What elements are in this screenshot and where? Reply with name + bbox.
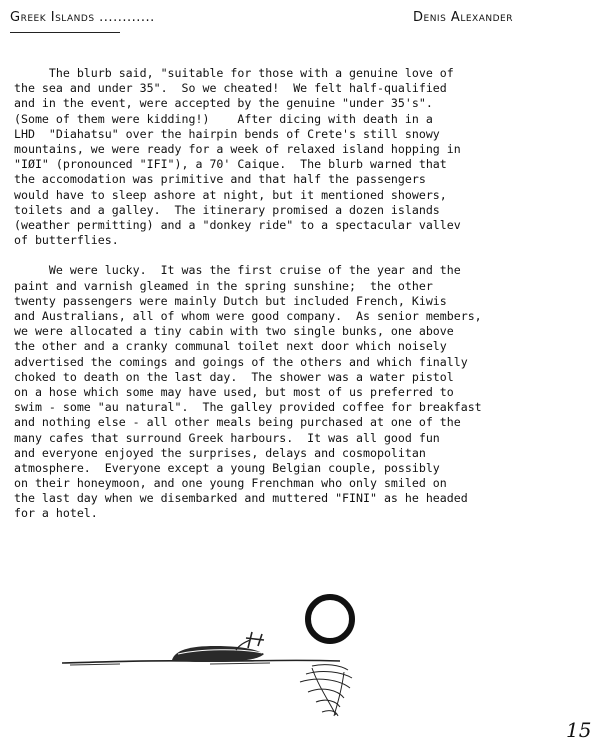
text-line: on their honeymoon, and one young Frenchman who only smiled on xyxy=(14,476,447,491)
sea-stroke xyxy=(210,663,270,664)
text-line: for a hotel. xyxy=(14,506,98,521)
header-underline xyxy=(10,32,120,33)
text-line: (Some of them were kidding!) After dicing with death in a xyxy=(14,111,433,126)
text-line: twenty passengers were mainly Dutch but included French, Kiwis xyxy=(14,293,447,308)
text-line: swim - some "au natural". The galley provided coffee for breakfast xyxy=(14,400,482,415)
text-line: on a hose which some may have used, but most of us preferred to xyxy=(14,384,454,399)
text-line: the other and a cranky communal toilet next door which noisely xyxy=(14,339,447,354)
text-line: The blurb said, "suitable for those with a genuine love of xyxy=(14,66,454,80)
sun-reflection xyxy=(300,665,352,716)
text-line: "IØI" (pronounced "IFI"), a 70' Caique. The blurb warned that xyxy=(14,157,447,172)
sun-circle xyxy=(308,597,352,641)
text-line: and Australians, all of whom were good company. As senior members, xyxy=(14,309,482,323)
text-line: (weather permitting) and a "donkey ride" to a spectacular vallev xyxy=(14,217,461,232)
page-number: 15 xyxy=(566,718,592,742)
text-line: mountains, we were ready for a week of relaxed island hopping in xyxy=(14,141,461,156)
text-line: many cafes that surround Greek harbours. It was all good fun xyxy=(14,430,440,445)
text-line: toilets and a galley. The itinerary promised a dozen islands xyxy=(14,202,440,217)
text-line: LHD "Diahatsu" over the hairpin bends of Crete's still snowy xyxy=(14,126,440,141)
text-line: the accomodation was primitive and that half the passengers xyxy=(14,172,426,187)
text-line: of butterflies. xyxy=(14,233,119,248)
header-title: Greek Islands ............ xyxy=(10,10,155,25)
text-line: the sea and under 35". So we cheated! We felt half-qualified xyxy=(14,81,447,96)
text-line: choked to death on the last day. The shower was a water pistol xyxy=(14,369,454,384)
paragraph-gap xyxy=(14,248,584,263)
text-line: paint and varnish gleamed in the spring sunshine; the other xyxy=(14,278,433,293)
text-line: the last day when we disembarked and muttered "FINI" as he headed xyxy=(14,491,468,506)
text-line: advertised the comings and goings of the others and which finally xyxy=(14,354,468,369)
article-body xyxy=(14,66,584,522)
sea-stroke xyxy=(70,664,120,665)
text-line: atmosphere. Everyone except a young Belgian couple, possibly xyxy=(14,460,440,475)
boat-sun-illustration xyxy=(50,570,370,730)
text-line: and in the event, were accepted by the genuine "under 35's". xyxy=(14,96,433,111)
boat-hull xyxy=(172,646,264,662)
text-line: we were allocated a tiny cabin with two single bunks, one above xyxy=(14,324,454,339)
header-author: Denis Alexander xyxy=(413,10,513,25)
text-line: would have to sleep ashore at night, but it mentioned showers, xyxy=(14,187,447,202)
text-line: and nothing else - all other meals being purchased at one of the xyxy=(14,415,461,430)
text-line: and everyone enjoyed the surprises, delays and cosmopolitan xyxy=(14,445,426,460)
text-line: We were lucky. It was the first cruise of the year and the xyxy=(14,263,461,278)
